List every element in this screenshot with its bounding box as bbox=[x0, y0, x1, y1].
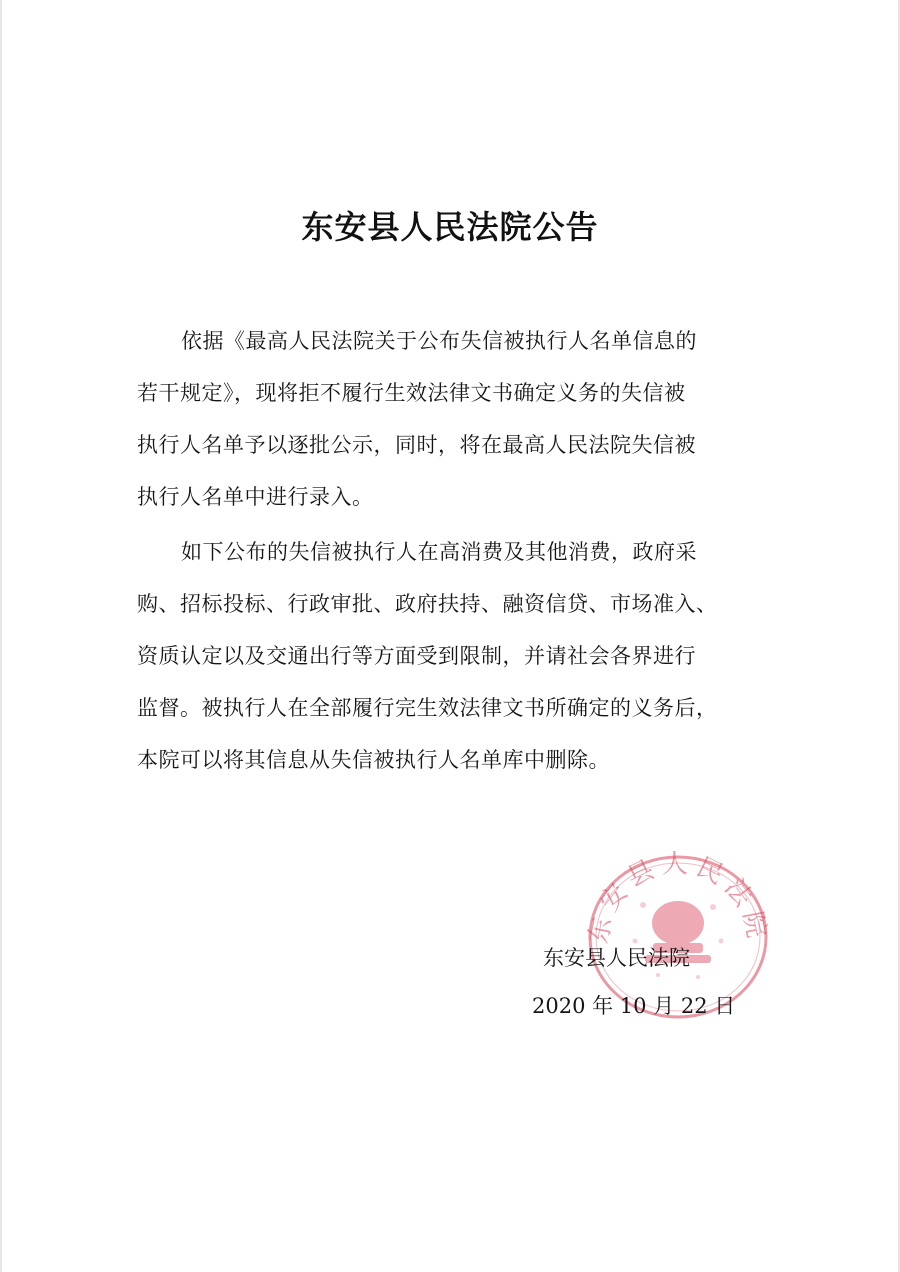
paragraph-1-line-4: 执行人名单中进行录入。 bbox=[137, 485, 374, 509]
paragraph-2-line-4: 监督。被执行人在全部履行完生效法律文书所确定的义务后， bbox=[137, 696, 718, 720]
paragraph-2-line-5: 本院可以将其信息从失信被执行人名单库中删除。 bbox=[137, 748, 610, 772]
paragraph-2-line-1: 如下公布的失信被执行人在高消费及其他消费，政府采 bbox=[181, 540, 697, 564]
scan-edge-left bbox=[0, 0, 2, 1272]
signature-date: 2020 年 10 月 22 日 bbox=[532, 994, 736, 1018]
seal-text: 东安县人民法院 bbox=[583, 849, 773, 947]
paragraph-1-line-3: 执行人名单予以逐批公示，同时，将在最高人民法院失信被 bbox=[137, 433, 696, 457]
paragraph-2-line-3: 资质认定以及交通出行等方面受到限制，并请社会各界进行 bbox=[137, 644, 696, 668]
notice-title: 东安县人民法院公告 bbox=[301, 208, 599, 246]
paragraph-2-line-2: 购、招标投标、行政审批、政府扶持、融资信贷、市场准入、 bbox=[137, 592, 718, 616]
paragraph-1-line-2: 若干规定》，现将拒不履行生效法律文书确定义务的失信被 bbox=[137, 381, 686, 405]
signature-org: 东安县人民法院 bbox=[543, 946, 690, 970]
paragraph-1-line-1: 依据《最高人民法院关于公布失信被执行人名单信息的 bbox=[181, 329, 697, 353]
